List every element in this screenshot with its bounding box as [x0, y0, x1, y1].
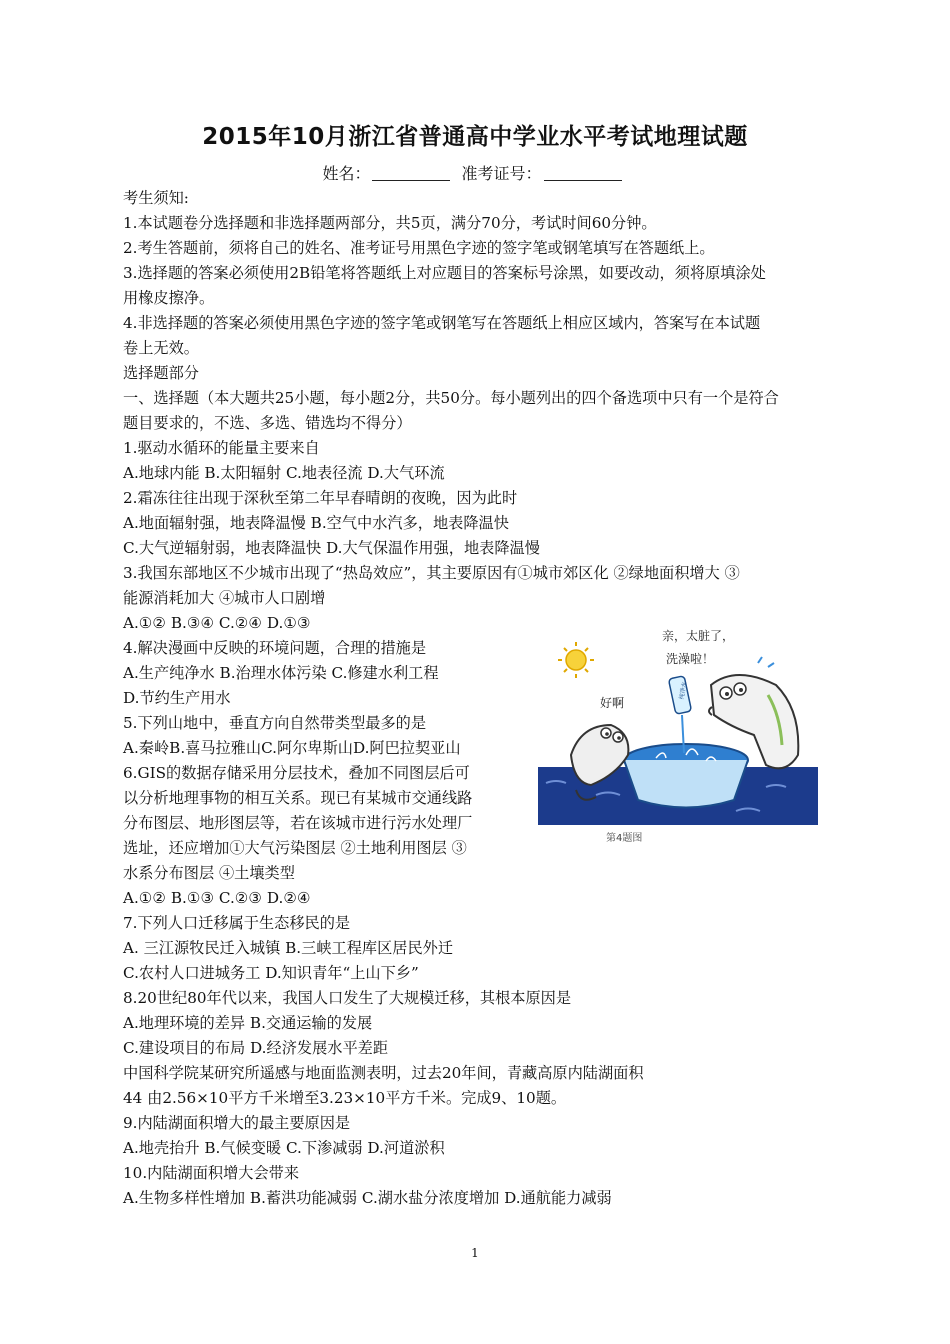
text-line: 2.考生答题前，须将自己的姓名、准考证号用黑色字迹的签字笔或钢笔填写在答题纸上。 — [123, 239, 715, 257]
answer-options: A.秦岭B.喜马拉雅山C.阿尔卑斯山D.阿巴拉契亚山 — [123, 739, 461, 757]
id-label: 准考证号： — [461, 164, 542, 183]
speech-bubble-main-1: 亲，太脏了， — [662, 629, 735, 643]
figure-caption: 第4题图 — [606, 833, 643, 844]
text-line: 选址，还应增加①大气污染图层 ②土地利用图层 ③ — [123, 839, 467, 857]
question: 8.20世纪80年代以来，我国人口发生了大规模迁移，其根本原因是 — [123, 989, 572, 1007]
text-line: 中国科学院某研究所遥感与地面监测表明，过去20年间，青藏高原内陆湖面积 — [123, 1064, 644, 1082]
text-line: 1.本试题卷分选择题和非选择题两部分，共5页，满分70分，考试时间60分钟。 — [123, 214, 657, 232]
question: 6.GIS的数据存储采用分层技术，叠加不同图层后可 — [123, 764, 470, 782]
basin — [624, 744, 748, 808]
answer-options: A.生产纯净水 B.治理水体污染 C.修建水利工程 — [123, 664, 439, 682]
answer-options: A. 三江源牧民迁入城镇 B.三峡工程库区居民外迁 — [123, 939, 454, 957]
answer-options: A.地壳抬升 B.气候变暖 C.下渗减弱 D.河道淤积 — [123, 1139, 445, 1157]
answer-options: C.大气逆辐射弱，地表降温快 D.大气保温作用强，地表降温慢 — [123, 539, 540, 557]
name-blank — [372, 166, 450, 181]
answer-options: A.①② B.③④ C.②④ D.①③ — [123, 614, 311, 632]
text-line: 3.选择题的答案必须使用2B铅笔将答题纸上对应题目的答案标号涂黑，如要改动，须将原填涂处 — [123, 264, 766, 282]
section-heading: 选择题部分 — [123, 364, 199, 382]
answer-options: A.生物多样性增加 B.蓄洪功能减弱 C.湖水盐分浓度增加 D.通航能力减弱 — [123, 1189, 612, 1207]
id-blank — [544, 166, 622, 181]
question: 4.解决漫画中反映的环境问题，合理的措施是 — [123, 639, 427, 657]
question: 7.下列人口迁移属于生态移民的是 — [123, 914, 351, 932]
page-title: 2015年10月浙江省普通高中学业水平考试地理试题 — [202, 124, 748, 150]
answer-options: A.地球内能 B.太阳辐射 C.地表径流 D.大气环流 — [123, 464, 445, 482]
answer-options: C.农村人口进城务工 D.知识青年“上山下乡” — [123, 964, 419, 982]
answer-options: A.①② B.①③ C.②③ D.②④ — [123, 889, 311, 907]
text-line: 能源消耗加大 ④城市人口剧增 — [123, 589, 326, 607]
text-line: 一、选择题（本大题共25小题，每小题2分，共50分。每小题列出的四个备选项中只有一个是符合 — [123, 389, 779, 407]
text-line: 卷上无效。 — [123, 339, 199, 357]
bottle-label: 纯净水 — [679, 681, 689, 700]
question: 5.下列山地中，垂直方向自然带类型最多的是 — [123, 714, 427, 732]
answer-options: A.地理环境的差异 B.交通运输的发展 — [123, 1014, 373, 1032]
question: 1.驱动水循环的能量主要来自 — [123, 439, 320, 457]
answer-options: C.建设项目的布局 D.经济发展水平差距 — [123, 1039, 389, 1057]
page-number: 1 — [471, 1246, 479, 1260]
text-line: 用橡皮擦净。 — [123, 289, 215, 307]
question: 10.内陆湖面积增大会带来 — [123, 1164, 300, 1182]
question: 2.霜冻往往出现于深秋至第二年早春晴朗的夜晚，因为此时 — [123, 489, 518, 507]
cartoon-figure — [536, 615, 836, 845]
text-line: 题目要求的，不选、多选、错选均不得分） — [123, 414, 412, 432]
name-label: 姓名： — [322, 164, 371, 183]
text-line: 44 由2.56×10平方千米增至3.23×10平方千米。完成9、10题。 — [123, 1089, 567, 1107]
text-line: 以分析地理事物的相互关系。现已有某城市交通线路 — [123, 789, 473, 807]
text-line: 水系分布图层 ④土壤类型 — [123, 864, 295, 882]
sun-icon — [558, 642, 594, 678]
question: 9.内陆湖面积增大的最主要原因是 — [123, 1114, 351, 1132]
text-line: 4.非选择题的答案必须使用黑色字迹的签字笔或钢笔写在答题纸上相应区域内，答案写在本试题 — [123, 314, 761, 332]
water-bottle-icon — [668, 676, 691, 753]
question: 3.我国东部地区不少城市出现了“热岛效应”，其主要原因有①城市郊区化 ②绿地面积增大 ③ — [123, 564, 740, 582]
answer-options: D.节约生产用水 — [123, 689, 231, 707]
text-line: 考生须知: — [123, 189, 189, 207]
answer-options: A.地面辐射强，地表降温慢 B.空气中水汽多，地表降温快 — [123, 514, 509, 532]
text-line: 分布图层、地形图层等，若在该城市进行污水处理厂 — [123, 814, 473, 832]
speech-bubble-main-2: 洗澡啦！ — [666, 652, 715, 666]
speech-bubble-small: 好啊 — [600, 696, 625, 710]
name-id-line — [0, 161, 950, 184]
